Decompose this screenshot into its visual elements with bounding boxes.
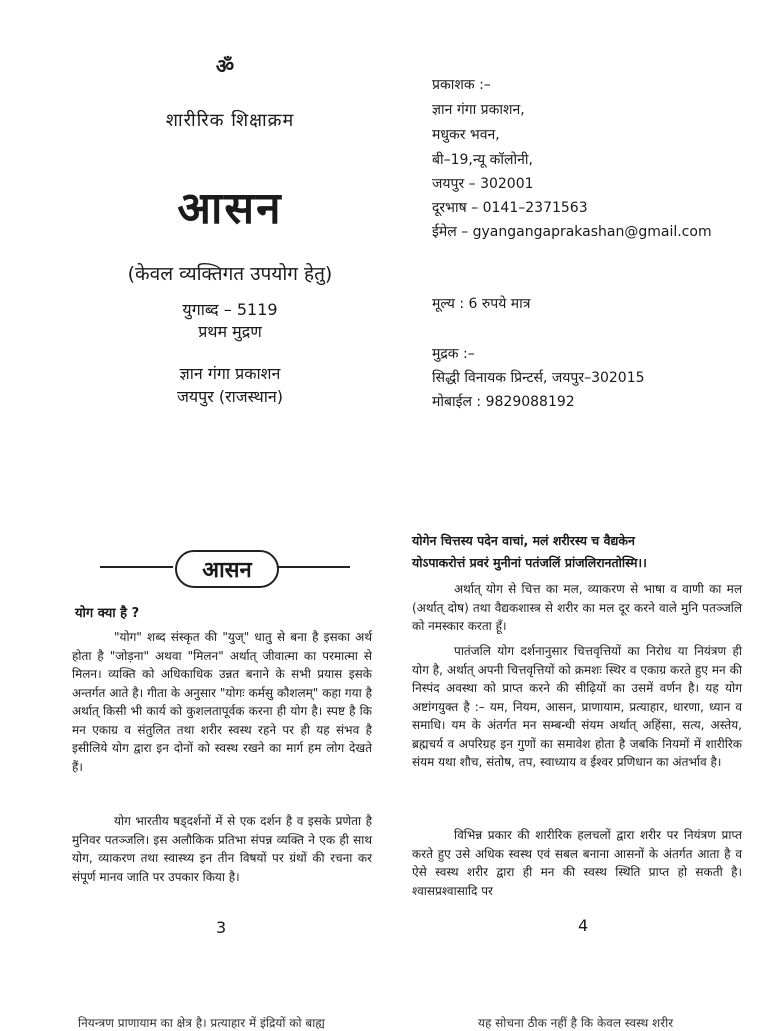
page4-paragraph-3: विभिन्न प्रकार की शारीरिक हलचलों द्वारा शरीर पर नियंत्रण प्राप्त करते हुए उसे अधिक स्वस्थ एवं सबल बनाना आसनों के अंतर्गत आता है व ऐसे स्वस्थ शरीर द्वारा ही मन की स्वस्थ स्थिति प्राप्त हो सकती है। श्वासप्रश्वासादि पर	[412, 828, 742, 898]
publisher-label: प्रकाशक :–	[432, 77, 491, 93]
book-title: आसन	[177, 183, 283, 234]
series-title: शारीरिक शिक्षाक्रम	[165, 110, 295, 131]
price-line: मूल्य : 6 रुपये मात्र	[432, 296, 531, 312]
yugabd-line: युगाब्द – 5119	[182, 300, 278, 319]
publisher-phone: दूरभाष – 0141–2371563	[432, 200, 588, 216]
page3-heading: आसन	[175, 550, 279, 588]
page-number-3: 3	[216, 918, 227, 937]
publisher-email: ईमेल – gyangangaprakashan@gmail.com	[432, 224, 712, 240]
printer-mobile: मोबाईल : 9829088192	[432, 394, 575, 410]
printer-name: सिद्धी विनायक प्रिन्टर्स, जयपुर–302015	[432, 370, 645, 386]
printer-label: मुद्रक :–	[432, 346, 475, 362]
edition-line: प्रथम मुद्रण	[198, 322, 262, 341]
page-number-4: 4	[578, 916, 589, 935]
page6-cut-text: यह सोचना ठीक नहीं है कि केवल स्वस्थ शरीर	[478, 1016, 674, 1030]
verse-line-1: योगेन चित्तस्य पदेन वाचां, मलं शरीरस्य च वैद्यकेन	[412, 533, 635, 548]
cover-publisher-city: जयपुर (राजस्थान)	[176, 387, 284, 406]
page4-paragraph-2: पातंजलि योग दर्शनानुसार चित्तवृत्तियों का निरोध या नियंत्रण ही योग है, अर्थात् अपनी चित्तवृत्तियों को क्रमशः स्थिर व एकाग्र करते हुए मन की निस्पंद अवस्था को प्राप्त करने की सीढ़ियों का उसमें वर्णन है। यह योग अष्टांगयुक्त है :– यम, नियम, आसन, प्राणायाम, प्रत्याहार, धारणा, ध्यान व समाधि। यम के अंतर्गत मन सम्बन्धी संयम अर्थात् अहिंसा, सत्य, अस्तेय, ब्रह्मचर्य व अपरिग्रह इन गुणों का समावेश होता है जबकि नियमों में शारीरिक संयम यथा शौच, संतोष, तप, स्वाध्याय व ईश्वर प्रणिधान का अंतर्भाव है।	[412, 644, 742, 769]
yoga-question: योग क्या है ?	[75, 606, 140, 621]
publisher-colony: बी–19,न्यू कॉलोनी,	[432, 152, 533, 168]
om-symbol: ॐ	[215, 54, 235, 78]
book-subtitle: (केवल व्यक्तिगत उपयोग हेतु)	[127, 263, 333, 285]
publisher-city: जयपुर – 302001	[432, 176, 534, 192]
verse-line-2: योऽपाकरोत्तं प्रवरं मुनीनां पतंजलिं प्रांजलिरानतोस्मि।।	[412, 555, 647, 570]
page5-cut-text: नियन्त्रण प्राणायाम का क्षेत्र है। प्रत्याहार में इंद्रियों को बाह्य	[78, 1016, 325, 1030]
publisher-name: ज्ञान गंगा प्रकाशन,	[432, 102, 525, 118]
page4-paragraph-1: अर्थात् योग से चित्त का मल, व्याकरण से भाषा व वाणी का मल (अर्थात् दोष) तथा वैद्यकशास्त्र से शरीर का मल दूर करने वाले मुनि पतञ्जलि को नमस्कार करता हूँ।	[412, 582, 742, 633]
cover-publisher-name: ज्ञान गंगा प्रकाशन	[179, 364, 281, 383]
page3-paragraph-1: "योग" शब्द संस्कृत की "युज्" धातु से बना है इसका अर्थ होता है "जोड़ना" अथवा "मिलन" अर्थात् जीवात्मा का परमात्मा से मिलन। व्यक्ति को अधिकाधिक उन्नत बनाने के सभी प्रयास इसके अन्तर्गत आते है। गीता के अनुसार "योगः कर्मसु कौशलम्" कहा गया है अर्थात् किसी भी कार्य को कुशलतापूर्वक करना ही योग है। स्पष्ट है कि मन एकाग्र व संतुलित तथा शरीर स्वस्थ रहने पर ही यह संभव है इसीलिये योग द्वारा इन दोनों को स्वस्थ रखने का मार्ग हम लोग देखते हैं।	[72, 630, 372, 774]
page3-paragraph-2: योग भारतीय षड्दर्शनों में से एक दर्शन है व इसके प्रणेता है मुनिवर पतञ्जलि। इस अलौकिक प्रतिभा संपन्न व्यक्ति ने एक ही साथ योग, व्याकरण तथा स्वास्थ्य इन तीन विषयों पर ग्रंथों की रचना कर संपूर्ण मानव जाति पर उपकार किया है।	[72, 814, 372, 884]
publisher-building: मधुकर भवन,	[432, 127, 500, 143]
